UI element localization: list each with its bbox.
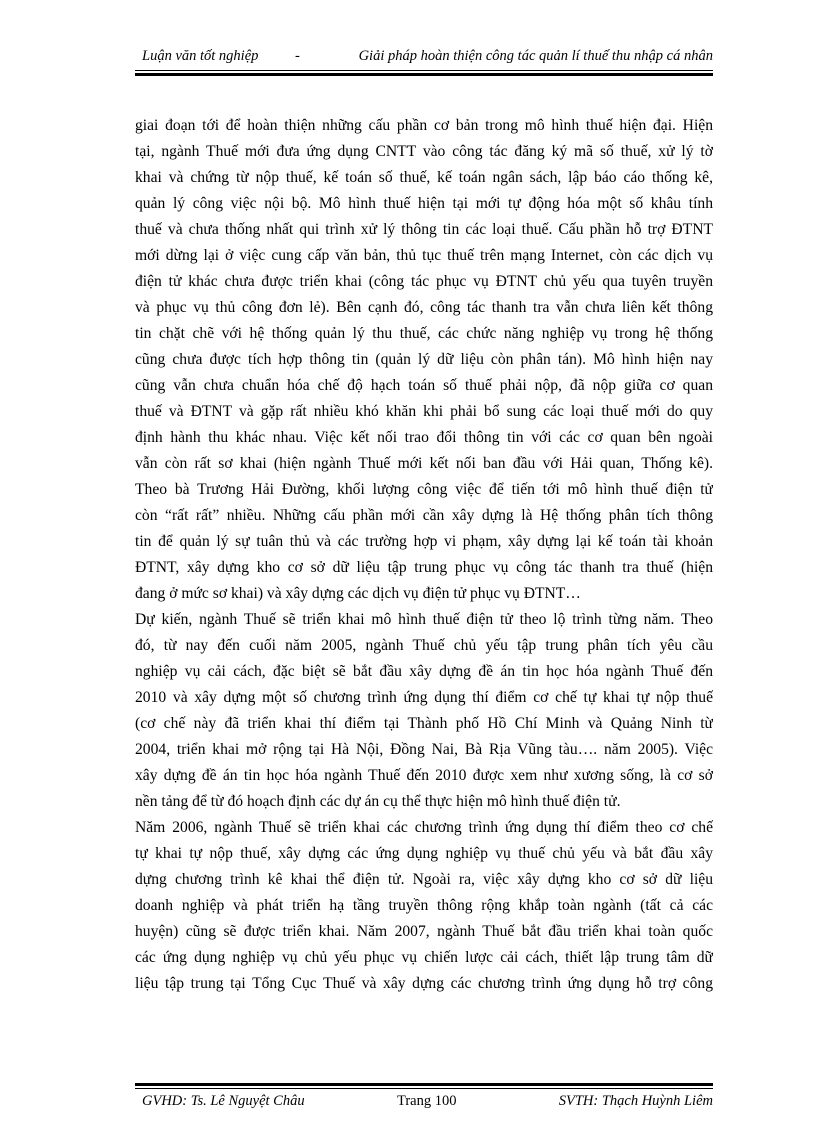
body-line: đang ở mức sơ khai) và xây dựng các dịch vụ điện tử phục vụ ĐTNT… [135,585,581,602]
footer-rule-thin [135,1088,713,1089]
body-line: 2004, triển khai mở rộng tại Hà Nội, Đồng Nai, Bà Rịa Vũng tàu…. năm 2005). Việc [135,741,713,758]
body-line: định hành thu khác nhau. Việc kết nối trao đổi thông tin với các cơ quan bên ngoài [135,429,713,446]
page-header [135,48,713,68]
body-line: nền tảng để từ đó hoạch định các dự án cụ thể thực hiện mô hình thuế điện tử. [135,793,621,810]
body-line: thuế và ĐTNT và gặp rất nhiều khó khăn khi phải bổ sung các loại thuế mới do quy [135,403,713,420]
header-thesis-label: Luận văn tốt nghiệp [142,48,259,64]
body-line: thuế và chưa thống nhất qui trình xử lý thông tin các loại thuế. Cấu phần hỗ trợ ĐTNT [135,221,713,238]
body-line: vẫn còn rất sơ khai (hiện ngành Thuế mới kết nối ban đầu với Hải quan, Thống kê). [135,455,713,472]
body-text [135,113,713,997]
body-line: cũng chưa được tích hợp thông tin (quản lý dữ liệu còn phân tán). Mô hình hiện nay [135,351,713,368]
body-line: đó, từ nay đến cuối năm 2005, ngành Thuế chủ yếu tập trung phân tích yêu cầu [135,637,713,654]
body-line: (cơ chế này đã triển khai thí điểm tại Thành phố Hồ Chí Minh và Quảng Ninh từ [135,715,713,732]
footer-page-number: Trang 100 [397,1093,457,1109]
body-line: Năm 2006, ngành Thuế sẽ triển khai các chương trình ứng dụng thí điểm theo cơ chế [135,819,713,836]
header-thesis-title: Giải pháp hoàn thiện công tác quản lí thuế thu nhập cá nhân [358,48,713,64]
body-line: điện tử khác chưa được triển khai (công tác phục vụ ĐTNT chủ yếu qua tuyên truyền [135,273,713,290]
body-line: nghiệp vụ cải cách, đặc biệt sẽ bắt đầu xây dựng đề án tin học hóa ngành Thuế đến [135,663,713,680]
body-line: cũng vẫn chưa chuẩn hóa chế độ hạch toán số thuế phải nộp, đã nộp giữa cơ quan [135,377,713,394]
footer-student: SVTH: Thạch Huỳnh Liêm [558,1093,713,1109]
body-line: và phục vụ thủ công đơn lẻ). Bên cạnh đó, công tác thanh tra vẫn chưa liên kết thông [135,299,713,316]
body-line: liệu tập trung tại Tổng Cục Thuế và xây dựng các chương trình ứng dụng hỗ trợ công [135,975,713,992]
body-line: 2010 và xây dựng một số chương trình ứng dụng thí điểm cơ chế tự khai tự nộp thuế [135,689,713,706]
page-footer [135,1093,713,1115]
header-rule-thin [135,70,713,71]
body-line: xây dựng đề án tin học hóa ngành Thuế đến 2010 được xem như xương sống, là cơ sở [135,767,713,784]
footer-advisor: GVHD: Ts. Lê Nguyệt Châu [142,1093,305,1109]
body-line: huyện) cũng sẽ được triển khai. Năm 2007, ngành Thuế bắt đầu triển khai toàn quốc [135,923,713,940]
header-rule-thick [135,73,713,76]
body-line: các ứng dụng nghiệp vụ chủ yếu phục vụ chiến lược cải cách, thiết lập trung tâm dữ [135,949,713,966]
body-line: tự khai tự nộp thuế, xây dựng các ứng dụng nghiệp vụ thuế chủ yếu và bắt đầu xây [135,845,713,862]
body-line: còn “rất rất” nhiều. Những cấu phần mới cần xây dựng là Hệ thống phân tích thông [135,507,713,524]
body-line: tại, ngành Thuế mới đưa ứng dụng CNTT vào công tác đăng ký mã số thuế, xử lý tờ [135,143,713,160]
body-line: Theo bà Trương Hải Đường, khối lượng công việc để tiến tới mô hình thuế điện tử [135,481,713,498]
body-line: khai và chứng từ nộp thuế, kế toán số thuế, kế toán ngân sách, lập báo cáo thống kê, [135,169,713,186]
body-line: dựng chương trình kê khai thể điện tử. Ngoài ra, việc xây dựng kho cơ sở dữ liệu [135,871,713,888]
body-line: mới dừng lại ở việc cung cấp văn bản, thủ tục thuế trên mạng Internet, còn các dịch vụ [135,247,713,264]
body-line: doanh nghiệp và phát triển hạ tầng truyền thông rộng khắp toàn ngành (tất cả các [135,897,713,914]
header-separator: - [295,48,300,64]
footer-rule-thick [135,1083,713,1086]
body-line: quản lý công việc nội bộ. Mô hình thuế hiện tại mới tự động hóa một số khâu tính [135,195,713,212]
body-line: Dự kiến, ngành Thuế sẽ triển khai mô hình thuế điện tử theo lộ trình từng năm. Theo [135,611,713,628]
body-line: giai đoạn tới để hoàn thiện những cấu phần cơ bản trong mô hình thuế hiện đại. Hiện [135,117,713,134]
body-line: tin để quản lý sự tuân thủ và các trường hợp vi phạm, xây dựng lại kế toán tài khoản [135,533,713,550]
body-line: ĐTNT, xây dựng kho cơ sở dữ liệu tập trung phục vụ công tác thanh tra thuế (hiện [135,559,713,576]
body-line: tin chặt chẽ với hệ thống quản lý thu thuế, các chức năng nghiệp vụ trong hệ thống [135,325,713,342]
